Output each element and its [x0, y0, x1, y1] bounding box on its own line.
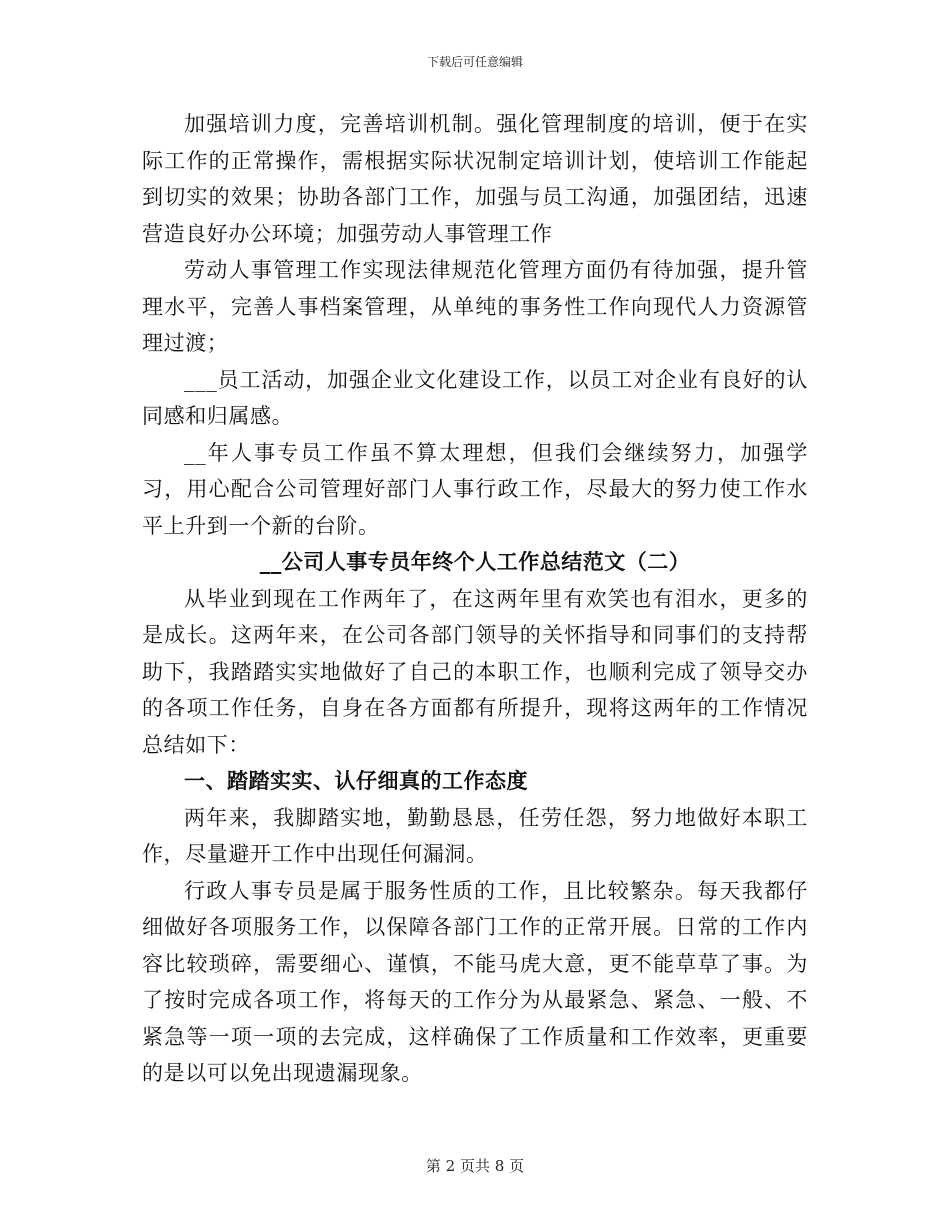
- paragraph-training: 加强培训力度，完善培训机制。强化管理制度的培训，便于在实际工作的正常操作，需根据实际状况制定培训计划，使培训工作能起到切实的效果；协助各部门工作，加强与员工沟通，加强团结，迅速营造良好办公环境；加强劳动人事管理工作: [142, 112, 808, 246]
- paragraph-personnel-management: 劳动人事管理工作实现法律规范化管理方面仍有待加强，提升管理水平，完善人事档案管理，从单纯的事务性工作向现代人力资源管理过渡；: [142, 258, 808, 355]
- paragraph-year-summary: __年人事专员工作虽不算太理想，但我们会继续努力，加强学习，用心配合公司管理好部门人事行政工作，尽最大的努力使工作水平上升到一个新的台阶。: [142, 440, 808, 538]
- paragraph-intro: 从毕业到现在工作两年了，在这两年里有欢笑也有泪水，更多的是成长。这两年来，在公司各部门领导的关怀指导和同事们的支持帮助下，我踏踏实实地做好了自己的本职工作，也顺利完成了领导交办的各项工作任务，自身在各方面都有所提升，现将这两年的工作情况总结如下：: [142, 586, 808, 757]
- section-heading-attitude: 一、踏踏实实、认仔细真的工作态度: [184, 768, 528, 793]
- paragraph-diligence: 两年来，我脚踏实地，勤勤恳恳，任劳任怨，努力地做好本职工作，尽量避开工作中出现任何漏洞。: [142, 805, 808, 866]
- document-body: [142, 106, 808, 1092]
- page-footer: 第 2 页共 8 页: [425, 1157, 525, 1175]
- section-title: __公司人事专员年终个人工作总结范文（二）: [259, 549, 691, 574]
- paragraph-service-work: 行政人事专员是属于服务性质的工作，且比较繁杂。每天我都仔细做好各项服务工作，以保障各部门工作的正常开展。日常的工作内容比较琐碎，需要细心、谨慎，不能马虎大意，更不能草草了事。为了按时完成各项工作，将每天的工作分为从最紧急、紧急、一般、不紧急等一项一项的去完成，这样确保了工作质量和工作效率，更重要的是以可以免出现遗漏现象。: [142, 878, 808, 1085]
- page-header: 下载后可任意编辑: [426, 55, 523, 69]
- paragraph-employee-activities: ___员工活动，加强企业文化建设工作，以员工对企业有良好的认同感和归属感。: [142, 367, 808, 428]
